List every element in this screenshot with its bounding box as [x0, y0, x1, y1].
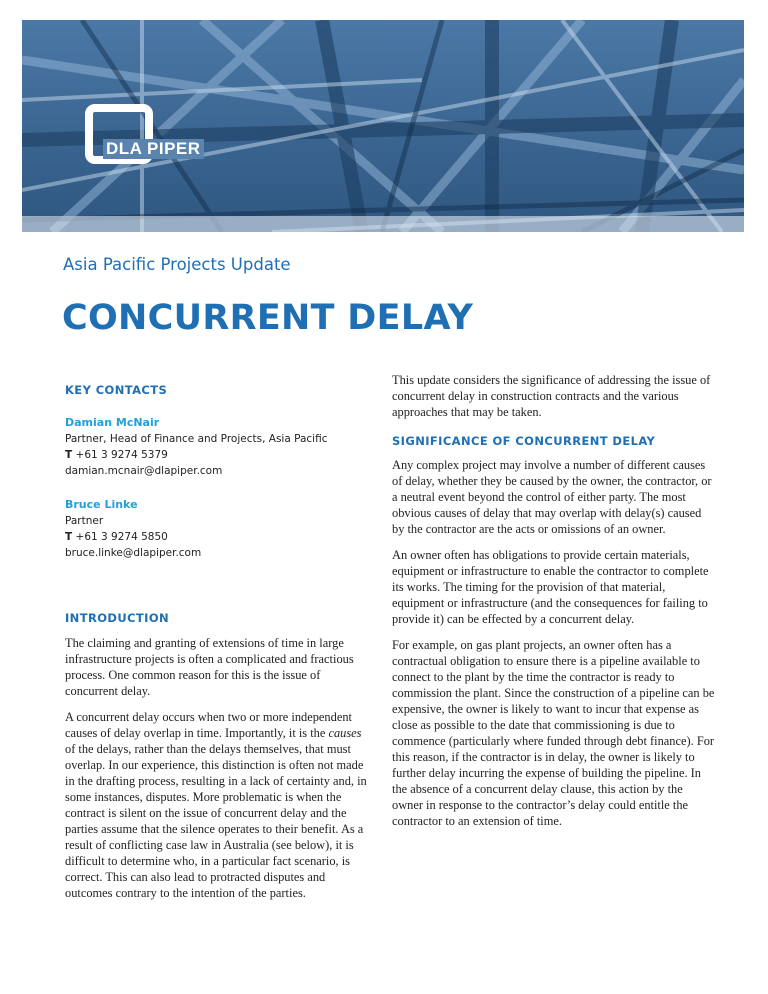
- contact-card: [65, 498, 373, 561]
- contact-name: Bruce Linke: [65, 498, 138, 511]
- intro-paragraph: [65, 709, 373, 901]
- contact-card: [65, 416, 373, 479]
- contact-phone: [65, 529, 373, 545]
- body-paragraph: For example, on gas plant projects, an owner often has a contractual obligation to ensure there is a pipeline available to connect to the plant by the time the contractor is ready to commission the plant. Since the construction of a pipeline can be expensive, the owner is likely to want to incur that expense as close as possible to the date that commissioning is due to commence (particularly where funded through debt finance). For this reason, if the contractor is in delay, the owner is likely to further delay incurring the expense of building the pipeline. In the absence of a concurrent delay clause, this action by the owner in response to the contractor’s delay could entitle the contractor to an extension of time.: [392, 638, 715, 828]
- left-column: [65, 383, 373, 901]
- intro-paragraph: The claiming and granting of extensions of time in large infrastructure projects is often a complicated and fractious process. One common reason for this is the issue of concurrent delay.: [65, 636, 354, 698]
- publication-name: Asia Pacific Projects Update: [63, 255, 291, 274]
- significance-heading: SIGNIFICANCE OF CONCURRENT DELAY: [392, 434, 656, 448]
- key-contacts-heading: KEY CONTACTS: [65, 383, 168, 397]
- page-title: CONCURRENT DELAY: [62, 298, 474, 338]
- contact-role: Partner: [65, 515, 104, 527]
- body-paragraph: Any complex project may involve a number of different causes of delay, whether they be caused by the owner, the contractor, or a neutral event beyond the control of either party. The most obvious causes of delay that may overlap with delay(s) caused by the contractor are the acts or omissions of an owner.: [392, 458, 712, 536]
- phone-number: +61 3 9274 5379: [75, 449, 168, 461]
- contact-email[interactable]: damian.mcnair@dlapiper.com: [65, 465, 223, 477]
- dla-piper-logo: [85, 104, 201, 168]
- phone-number: +61 3 9274 5850: [75, 531, 168, 543]
- contact-role: Partner, Head of Finance and Projects, Asia Pacific: [65, 433, 328, 445]
- body-paragraph: An owner often has obligations to provide certain materials, equipment or infrastructure to enable the contractor to complete its works. The timing for the provision of that material, equipment or infrastructure (and the consequences for failing to provide it) can be effected by a concurrent delay.: [392, 548, 709, 626]
- right-column: [392, 372, 716, 829]
- logo-text: DLA PIPER: [103, 139, 204, 159]
- phone-label: T: [65, 449, 73, 461]
- contact-name: Damian McNair: [65, 416, 160, 429]
- text-span: of the delays, rather than the delays themselves, that must overlap. In our experience, this distinction is often not made in the drafting process, resulting in a lack of certainty and, in some instances, disputes. More problematic is when the contract is silent on the issue of concurrent delay and the parties assume that the silence operates to their benefit. As a result of conflicting case law in Australia (see below), it is difficult to determine who, in a particular fact scenario, is correct. This can also lead to protracted disputes and outcomes contrary to the intention of the parties.: [65, 742, 367, 900]
- contact-phone: [65, 447, 373, 463]
- phone-label: T: [65, 531, 73, 543]
- emphasis-text: causes: [328, 726, 362, 740]
- update-intro: This update considers the significance of addressing the issue of concurrent delay in construction contracts and the various approaches that may be taken.: [392, 373, 711, 419]
- contact-email[interactable]: bruce.linke@dlapiper.com: [65, 547, 202, 559]
- introduction-heading: INTRODUCTION: [65, 611, 170, 625]
- hero-image: [22, 20, 744, 232]
- text-span: A concurrent delay occurs when two or more independent causes of delay overlap in time. Importantly, it is the: [65, 710, 352, 740]
